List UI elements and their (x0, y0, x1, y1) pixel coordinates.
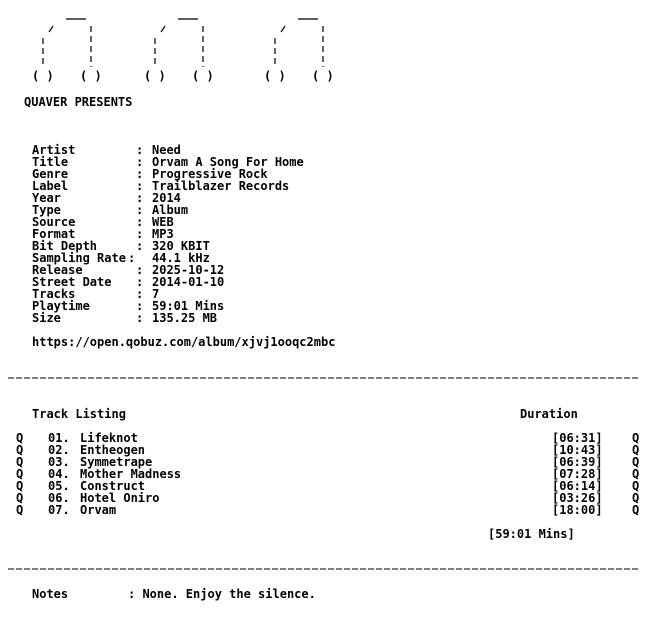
row-marker-left: Q (16, 491, 24, 505)
info-colon: : (136, 287, 144, 301)
quaver-ascii-logo (0, 0, 360, 90)
svg-text:( ): ( ) (80, 69, 102, 83)
info-value: 135.25 MB (152, 311, 218, 325)
row-marker-right: Q (632, 455, 640, 469)
info-label: Format (32, 227, 76, 241)
info-colon: : (136, 155, 144, 169)
info-label: Genre (32, 167, 69, 181)
info-colon: : (136, 263, 144, 277)
info-value: Orvam A Song For Home (152, 155, 304, 169)
info-colon: : (136, 203, 144, 217)
track-number: 05. (48, 479, 70, 493)
info-value: 2014 (152, 191, 181, 205)
info-label: Title (32, 155, 69, 169)
info-value: Album (152, 203, 189, 217)
track-number: 01. (48, 431, 70, 445)
note-3-icon (264, 19, 334, 83)
svg-text:( ): ( ) (32, 69, 54, 83)
row-marker-right: Q (632, 479, 640, 493)
info-value: Need (152, 143, 181, 157)
album-url-link[interactable]: https://open.qobuz.com/album/xjvj1ooqc2mbc (32, 335, 336, 349)
row-marker-right: Q (632, 443, 640, 457)
row-marker-left: Q (16, 503, 24, 517)
info-colon: : (136, 143, 144, 157)
row-marker-right: Q (632, 491, 640, 505)
track-number: 07. (48, 503, 70, 517)
info-label: Source (32, 215, 76, 229)
info-label: Release (32, 263, 83, 277)
notes-label: Notes (32, 587, 69, 601)
track-number: 02. (48, 443, 70, 457)
info-colon: : (136, 239, 144, 253)
info-label: Year (32, 191, 61, 205)
track-title: Symmetrape (80, 455, 153, 469)
row-marker-right: Q (632, 503, 640, 517)
track-duration: [03:26] (552, 491, 603, 505)
info-value: 59:01 Mins (152, 299, 225, 313)
svg-text:( ): ( ) (144, 69, 166, 83)
info-colon: : (136, 311, 144, 325)
row-marker-left: Q (16, 455, 24, 469)
track-title: Mother Madness (80, 467, 182, 481)
track-number: 06. (48, 491, 70, 505)
info-value: 320 KBIT (152, 239, 210, 253)
svg-text:( ): ( ) (264, 69, 286, 83)
row-marker-right: Q (632, 431, 640, 445)
track-duration: [06:31] (552, 431, 603, 445)
track-title: Lifeknot (80, 431, 138, 445)
row-marker-left: Q (16, 467, 24, 481)
track-listing-heading: Track Listing (32, 407, 126, 421)
info-label: Size (32, 311, 61, 325)
info-label: Playtime (32, 299, 90, 313)
info-colon: : (136, 179, 144, 193)
info-value: WEB (152, 215, 174, 229)
divider-bottom (8, 567, 640, 571)
info-label: Artist (32, 143, 76, 157)
info-colon: : (128, 251, 136, 265)
info-value: 44.1 kHz (152, 251, 210, 265)
presenter-title: QUAVER PRESENTS (24, 95, 133, 109)
row-marker-left: Q (16, 479, 24, 493)
info-value: Trailblazer Records (152, 179, 290, 193)
row-marker-left: Q (16, 431, 24, 445)
info-colon: : (136, 227, 144, 241)
info-label: Type (32, 203, 61, 217)
track-duration: [07:28] (552, 467, 603, 481)
track-duration: [06:39] (552, 455, 603, 469)
duration-heading: Duration (520, 407, 578, 421)
info-value: MP3 (152, 227, 174, 241)
track-title: Hotel Oniro (80, 491, 160, 505)
info-value: 7 (152, 287, 160, 301)
info-colon: : (136, 191, 144, 205)
svg-text:( ): ( ) (312, 69, 334, 83)
row-marker-left: Q (16, 443, 24, 457)
note-1-icon (32, 19, 102, 83)
info-value: Progressive Rock (152, 167, 268, 181)
track-duration: [18:00] (552, 503, 603, 517)
track-title: Entheogen (80, 443, 146, 457)
info-colon: : (136, 167, 144, 181)
track-title: Construct (80, 479, 146, 493)
info-colon: : (136, 299, 144, 313)
info-colon: : (136, 275, 144, 289)
note-2-icon (144, 19, 214, 83)
notes-value: : None. Enjoy the silence. (128, 587, 316, 601)
svg-text:( ): ( ) (192, 69, 214, 83)
track-duration: [06:14] (552, 479, 603, 493)
row-marker-right: Q (632, 467, 640, 481)
info-value: 2014-01-10 (152, 275, 225, 289)
track-title: Orvam (80, 503, 117, 517)
info-label: Tracks (32, 287, 76, 301)
total-playtime: [59:01 Mins] (488, 527, 575, 541)
track-duration: [10:43] (552, 443, 603, 457)
track-number: 04. (48, 467, 70, 481)
info-label: Bit Depth (32, 239, 98, 253)
info-label: Sampling Rate (32, 251, 126, 265)
info-label: Label (32, 179, 69, 193)
info-colon: : (136, 215, 144, 229)
info-label: Street Date (32, 275, 112, 289)
divider-top (8, 376, 640, 380)
info-value: 2025-10-12 (152, 263, 225, 277)
track-number: 03. (48, 455, 70, 469)
